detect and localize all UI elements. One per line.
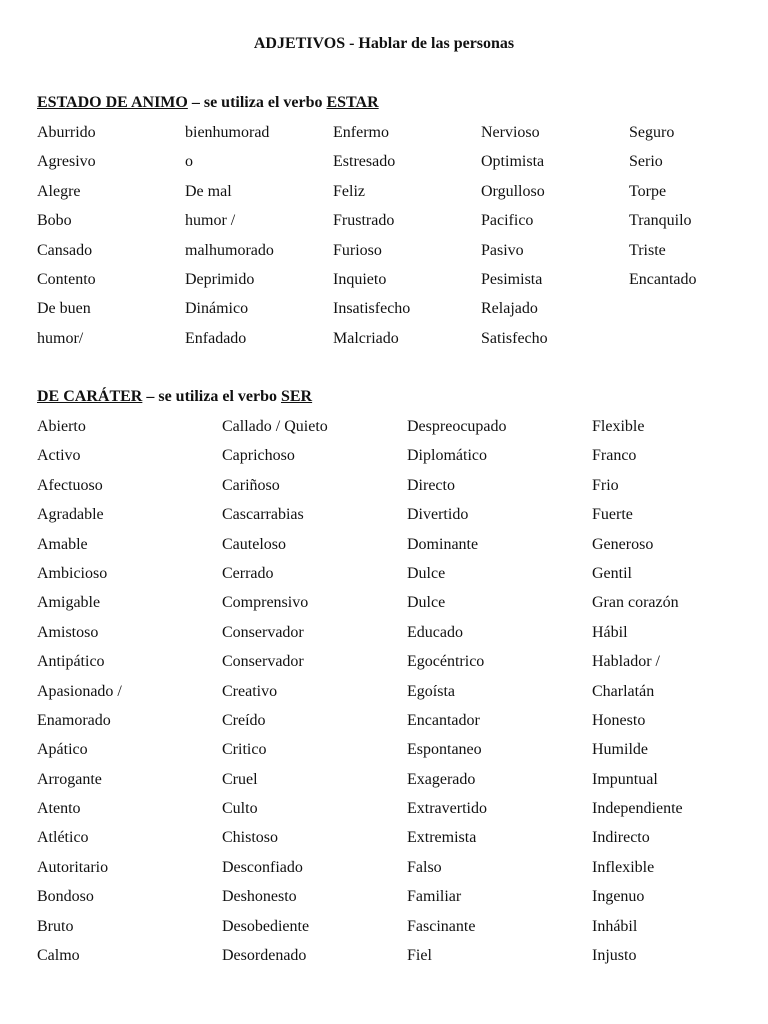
adjective-item: Creído — [222, 711, 266, 729]
adjective-item: Gran corazón — [592, 594, 679, 612]
word-column — [407, 412, 592, 970]
adjective-item: Inhábil — [592, 917, 638, 935]
adjective-item: Agresivo — [37, 153, 96, 171]
adjective-item: Malcriado — [333, 329, 399, 347]
adjective-item: Callado / Quieto — [222, 418, 328, 435]
word-grid-estado-animo — [37, 118, 768, 353]
adjective-item: Humilde — [592, 741, 648, 759]
word-column — [37, 412, 222, 970]
word-column — [37, 118, 185, 353]
adjective-item: o — [185, 153, 193, 171]
adjective-item: Frustrado — [333, 212, 395, 230]
adjective-item: Desobediente — [222, 917, 310, 935]
adjective-item: Espontaneo — [407, 741, 482, 759]
adjective-item: Divertido — [407, 506, 469, 524]
word-column — [185, 118, 333, 353]
adjective-item: Culto — [222, 800, 258, 818]
adjective-item: Falso — [407, 858, 442, 876]
adjective-item: Ingenuo — [592, 888, 645, 906]
adjective-item: Deshonesto — [222, 888, 297, 906]
adjective-item: Impuntual — [592, 770, 658, 788]
heading-connector: – se utiliza el verbo — [187, 94, 327, 111]
adjective-item: Orgulloso — [481, 182, 545, 200]
word-column — [481, 118, 629, 353]
adjective-item: Comprensivo — [222, 594, 309, 612]
adjective-item: De mal — [185, 182, 232, 200]
adjective-item: Autoritario — [37, 858, 109, 876]
adjective-item: Flexible — [592, 418, 645, 435]
adjective-item: Injusto — [592, 947, 637, 965]
adjective-item: De buen — [37, 300, 91, 318]
adjective-item: Agradable — [37, 506, 104, 524]
heading-connector: – se utiliza el verbo — [142, 388, 281, 405]
adjective-item: Serio — [629, 153, 663, 171]
adjective-item: Furioso — [333, 241, 382, 259]
adjective-item: Tranquilo — [629, 212, 692, 230]
adjective-item: Atento — [37, 800, 81, 818]
adjective-item: Cariñoso — [222, 476, 280, 494]
adjective-item: Deprimido — [185, 270, 255, 288]
adjective-item: Caprichoso — [222, 447, 295, 465]
adjective-item: Inflexible — [592, 858, 655, 876]
adjective-item: Conservador — [222, 623, 304, 641]
adjective-item: Amigable — [37, 594, 101, 612]
adjective-item: Familiar — [407, 888, 462, 906]
heading-verb: ESTAR — [326, 94, 379, 111]
adjective-item: Egocéntrico — [407, 653, 485, 671]
adjective-item: Calmo — [37, 947, 80, 965]
adjective-item: Cerrado — [222, 564, 274, 582]
adjective-item: Desordenado — [222, 947, 307, 965]
adjective-item: Optimista — [481, 153, 545, 171]
adjective-item: Inquieto — [333, 270, 387, 288]
adjective-item: Aburrido — [37, 124, 96, 141]
adjective-item: Pasivo — [481, 241, 524, 259]
adjective-item: Apático — [37, 741, 88, 759]
adjective-item: Dominante — [407, 535, 479, 553]
adjective-item: Despreocupado — [407, 418, 507, 435]
adjective-item: Encantador — [407, 711, 480, 729]
adjective-item: Torpe — [629, 182, 667, 200]
adjective-item: Fuerte — [592, 506, 633, 524]
adjective-item: Cauteloso — [222, 535, 286, 553]
heading-label: DE CARÁTER — [37, 388, 143, 405]
adjective-item: Fascinante — [407, 917, 476, 935]
adjective-item: Nervioso — [481, 124, 540, 141]
word-grid-caracter — [37, 412, 768, 970]
adjective-item: Independiente — [592, 800, 683, 818]
adjective-item: Charlatán — [592, 682, 655, 700]
heading-label: ESTADO DE ANIMO — [37, 94, 188, 111]
adjective-item: bienhumorad — [185, 124, 270, 141]
adjective-item: Dulce — [407, 594, 446, 612]
adjective-item: Cansado — [37, 241, 93, 259]
adjective-item: Pacifico — [481, 212, 534, 230]
adjective-item: Afectuoso — [37, 476, 103, 494]
adjective-item: Dulce — [407, 564, 446, 582]
adjective-item: Honesto — [592, 711, 646, 729]
adjective-item: humor / — [185, 212, 236, 230]
adjective-item: Antipático — [37, 653, 105, 671]
section-heading-caracter — [37, 387, 312, 407]
adjective-item: Hábil — [592, 623, 628, 641]
adjective-item: Extravertido — [407, 800, 487, 818]
adjective-item: Amistoso — [37, 623, 99, 641]
adjective-item: Fiel — [407, 947, 432, 965]
adjective-item: Gentil — [592, 564, 632, 582]
adjective-item: Diplomático — [407, 447, 487, 465]
adjective-item: Bobo — [37, 212, 72, 230]
adjective-item: Enfermo — [333, 124, 389, 141]
adjective-item: Atlético — [37, 829, 89, 847]
adjective-item: Bondoso — [37, 888, 94, 906]
adjective-item: Arrogante — [37, 770, 102, 788]
adjective-item: Franco — [592, 447, 637, 465]
adjective-item: Desconfiado — [222, 858, 303, 876]
adjective-item: Exagerado — [407, 770, 476, 788]
adjective-item: Bruto — [37, 917, 74, 935]
adjective-item: humor/ — [37, 329, 84, 347]
adjective-item: Alegre — [37, 182, 81, 200]
adjective-item: Ambicioso — [37, 564, 108, 582]
adjective-item: Cascarrabias — [222, 506, 304, 524]
adjective-item: Conservador — [222, 653, 304, 671]
adjective-item: Abierto — [37, 418, 86, 435]
heading-verb: SER — [280, 388, 313, 405]
adjective-item: Pesimista — [481, 270, 543, 288]
adjective-item: Activo — [37, 447, 81, 465]
adjective-item: Educado — [407, 623, 463, 641]
adjective-item: Hablador / — [592, 653, 660, 671]
adjective-item: Enamorado — [37, 711, 111, 729]
word-column — [222, 412, 407, 970]
adjective-item: Frio — [592, 476, 619, 494]
adjective-item: Chistoso — [222, 829, 279, 847]
adjective-item: Extremista — [407, 829, 477, 847]
adjective-item: Contento — [37, 270, 96, 288]
adjective-item: Dinámico — [185, 300, 249, 318]
word-column — [629, 118, 768, 353]
adjective-item: Seguro — [629, 124, 675, 141]
word-column — [592, 412, 768, 970]
adjective-item: Directo — [407, 476, 455, 494]
adjective-item: Estresado — [333, 153, 396, 171]
adjective-item: Critico — [222, 741, 267, 759]
adjective-item: Amable — [37, 535, 88, 553]
adjective-item: Relajado — [481, 300, 538, 318]
adjective-item: Creativo — [222, 682, 278, 700]
section-heading-estado-animo — [37, 93, 379, 113]
adjective-item: Triste — [629, 241, 666, 259]
adjective-item: Indirecto — [592, 829, 650, 847]
adjective-item: malhumorado — [185, 241, 274, 259]
adjective-item: Insatisfecho — [333, 300, 411, 318]
adjective-item: Apasionado / — [37, 682, 122, 700]
word-column — [333, 118, 481, 353]
adjective-item: Feliz — [333, 182, 365, 200]
adjective-item: Egoísta — [407, 682, 455, 700]
adjective-item: Satisfecho — [481, 329, 548, 347]
adjective-item: Generoso — [592, 535, 654, 553]
adjective-item: Cruel — [222, 770, 258, 788]
adjective-item: Encantado — [629, 270, 697, 288]
document-title: ADJETIVOS - Hablar de las personas — [253, 35, 515, 52]
adjective-item: Enfadado — [185, 329, 247, 347]
